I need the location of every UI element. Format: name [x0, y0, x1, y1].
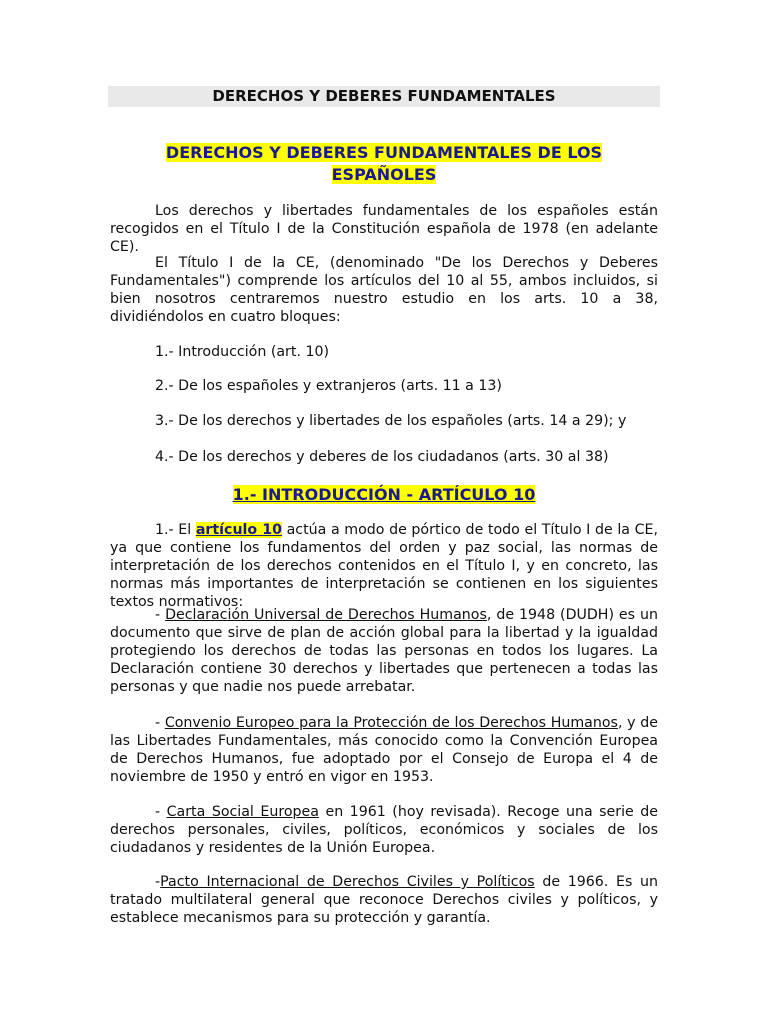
- section-heading-text: 1.- INTRODUCCIÓN - ARTÍCULO 10: [232, 485, 536, 504]
- text-prefix: -: [155, 804, 167, 820]
- text-rest: de 1966. Es un tratado multilateral general que reconoce Derechos civiles y políticos, y establece mecanismos para su protección y garantía.: [110, 874, 659, 927]
- text-item-carta: [110, 803, 658, 857]
- art10-link[interactable]: artículo 10: [195, 522, 282, 538]
- text-rest: , de 1948 (DUDH) es un documento que sirve de plan de acción global para la libertad y la igualdad protegiendo los derechos de todas las personas en todos los lugares. La Declaración contiene 30 derechos y libertades que pertenecen a todas las personas y que nadie nos puede arrebatar.: [110, 607, 658, 696]
- text-name-carta: Carta Social Europea: [166, 804, 319, 820]
- text-prefix: -: [155, 607, 166, 623]
- section-heading-introduccion: [108, 484, 660, 506]
- art10-prefix: 1.- El: [155, 522, 196, 538]
- text-prefix: -: [155, 874, 161, 890]
- block-item-4: 4.- De los derechos y deberes de los ciudadanos (arts. 30 al 38): [155, 449, 609, 465]
- titulo-paragraph: El Título I de la CE, (denominado "De los Derechos y Deberes Fundamentales") comprende los artículos del 10 al 55, ambos incluidos, si bien nosotros centraremos nuestro estudio en los arts. 10 a 38, dividiéndolos en cuatro bloques:: [110, 255, 658, 326]
- text-rest: , y de las Libertades Fundamentales, más conocido como la Convención Europea de Derechos Humanos, fue adoptado por el Consejo de Europa el 4 de noviembre de 1950 y entró en vigor en 1953.: [110, 715, 658, 786]
- main-heading-line1: DERECHOS Y DEBERES FUNDAMENTALES DE LOS: [165, 143, 603, 162]
- text-item-dudh: [110, 606, 658, 696]
- art10-rest: actúa a modo de pórtico de todo el Título I de la CE, ya que contiene los fundamentos del orden y paz social, las normas de interpretación de los derechos contenidos en el Título I, y en concreto, las normas más importantes de interpretación se contienen en los siguientes textos normativos:: [110, 522, 658, 611]
- text-rest: en 1961 (hoy revisada). Recoge una serie de derechos personales, civiles, políticos, económicos y sociales de los ciudadanos y residentes de la Unión Europea.: [110, 804, 659, 857]
- main-heading: [108, 142, 660, 186]
- text-item-convenio: [110, 714, 658, 786]
- text-prefix: -: [155, 715, 165, 731]
- text-name-pacto: Pacto Internacional de Derechos Civiles y Políticos: [160, 874, 535, 890]
- text-name-dudh: Declaración Universal de Derechos Humanos: [165, 607, 487, 623]
- intro-paragraph: Los derechos y libertades fundamentales de los españoles están recogidos en el Título I de la Constitución española de 1978 (en adelante CE).: [110, 203, 658, 256]
- main-heading-line2: ESPAÑOLES: [331, 165, 437, 184]
- block-item-3: 3.- De los derechos y libertades de los españoles (arts. 14 a 29); y: [155, 413, 627, 429]
- text-name-convenio: Convenio Europeo para la Protección de los Derechos Humanos: [164, 715, 618, 731]
- document-title: DERECHOS Y DEBERES FUNDAMENTALES: [108, 86, 660, 107]
- text-item-pacto: [110, 873, 658, 927]
- art10-paragraph: [110, 521, 658, 611]
- block-item-1: 1.- Introducción (art. 10): [155, 344, 330, 360]
- block-item-2: 2.- De los españoles y extranjeros (arts. 11 a 13): [155, 378, 502, 394]
